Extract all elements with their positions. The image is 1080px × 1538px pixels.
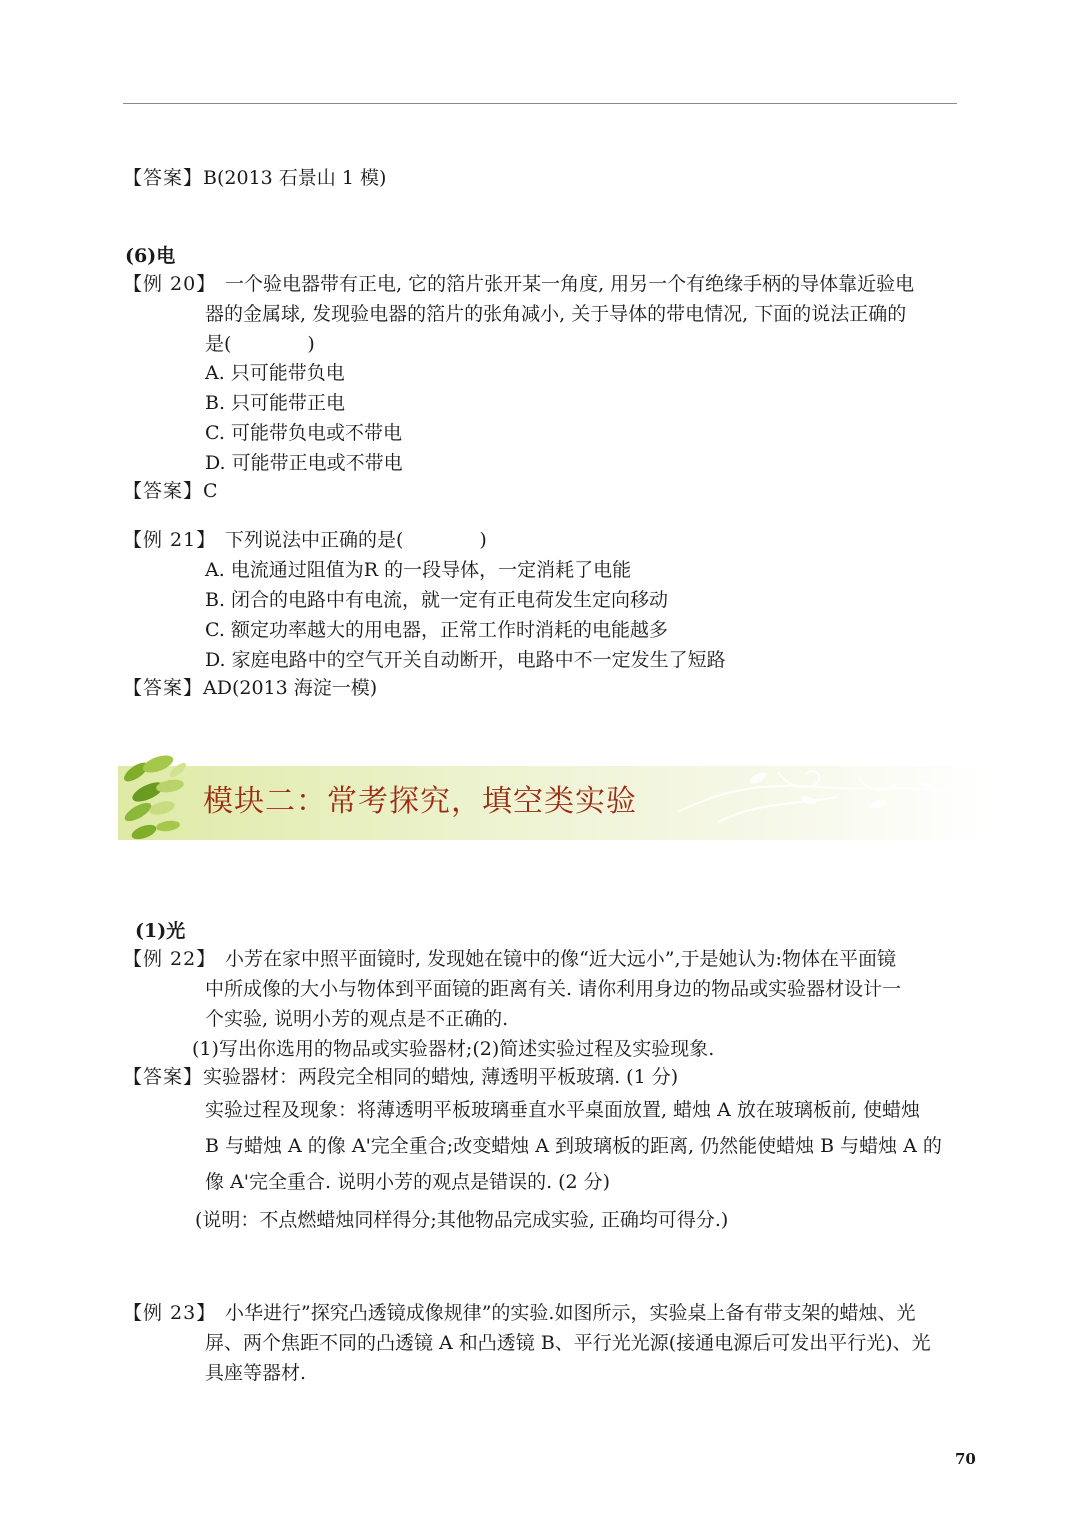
- answer-top: [123, 165, 386, 191]
- example-22-note: (说明：不点燃蜡烛同样得分;其他物品完成实验, 正确均可得分.): [195, 1209, 729, 1231]
- example-22-line-3: 个实验, 说明小芳的观点是不正确的.: [205, 1008, 509, 1030]
- header-rule: [123, 103, 957, 104]
- answer-text: B(2013 石景山 1 模): [203, 167, 387, 189]
- example-21-option-d: D. 家庭电路中的空气开关自动断开，电路中不一定发生了短路: [205, 649, 726, 671]
- example-21-question: 下列说法中正确的是( ): [225, 529, 487, 551]
- example-21-option-a: A. 电流通过阻值为R 的一段导体，一定消耗了电能: [205, 559, 632, 581]
- example-21-option-c: C. 额定功率越大的用电器，正常工作时消耗的电能越多: [205, 619, 668, 641]
- answer-tag: 【答案】: [123, 480, 204, 502]
- example-20-option-d: D. 可能带正电或不带电: [205, 452, 403, 474]
- answer-line-1: 实验器材：两段完全相同的蜡烛, 薄透明平板玻璃. (1 分): [203, 1066, 679, 1088]
- example-22-sub: (1)写出你选用的物品或实验器材;(2)简述实验过程及实验现象.: [192, 1038, 715, 1060]
- example-22-answer: [123, 1064, 678, 1090]
- answer-line-2: 实验过程及现象：将薄透明平板玻璃垂直水平桌面放置, 蜡烛 A 放在玻璃板前, 使蜡烛: [205, 1099, 920, 1121]
- section-heading-electric: (6)电: [125, 245, 176, 267]
- answer-tag: 【答案】: [123, 677, 204, 699]
- example-20-option-b: B. 只可能带正电: [205, 392, 346, 414]
- example-20-line-1: 一个验电器带有正电, 它的箔片张开某一角度, 用另一个有绝缘手柄的导体靠近验电: [225, 273, 915, 295]
- example-23-line-2: 屏、两个焦距不同的凸透镜 A 和凸透镜 B、平行光光源(接通电源后可发出平行光)、光: [205, 1332, 931, 1354]
- example-23-tag: 【例 23】: [123, 1302, 217, 1324]
- answer-text: AD(2013 海淀一模): [203, 677, 378, 699]
- example-22-line-2: 中所成像的大小与物体到平面镜的距离有关. 请你利用身边的物品或实验器材设计一: [205, 978, 902, 1000]
- example-22-line-1: 小芳在家中照平面镜时, 发现她在镜中的像“近大远小”,于是她认为:物体在平面镜: [225, 948, 896, 970]
- example-20-line-2: 器的金属球, 发现验电器的箔片的张角减小, 关于导体的带电情况, 下面的说法正确的: [205, 303, 907, 325]
- answer-tag: 【答案】: [123, 167, 204, 189]
- example-21-answer: [123, 675, 377, 701]
- module-title: 模块二：常考探究，填空类实验: [203, 784, 637, 819]
- example-20-answer: [123, 478, 218, 504]
- example-20-tag: 【例 20】: [123, 273, 217, 295]
- section-heading-light: (1)光: [135, 920, 186, 942]
- answer-line-4: 像 A'完全重合. 说明小芳的观点是错误的. (2 分): [205, 1171, 611, 1193]
- answer-text: C: [203, 480, 218, 502]
- example-20-option-c: C. 可能带负电或不带电: [205, 422, 402, 444]
- answer-line-3: B 与蜡烛 A 的像 A'完全重合;改变蜡烛 A 到玻璃板的距离, 仍然能使蜡烛 B 与蜡烛 A 的: [205, 1135, 942, 1157]
- example-21-option-b: B. 闭合的电路中有电流，就一定有正电荷发生定向移动: [205, 589, 669, 611]
- example-20-option-a: A. 只可能带负电: [205, 362, 345, 384]
- example-22-tag: 【例 22】: [123, 948, 217, 970]
- example-20-line-3: 是( ): [205, 333, 315, 355]
- example-23-line-1: 小华进行”探究凸透镜成像规律”的实验.如图所示，实验桌上备有带支架的蜡烛、光: [225, 1302, 916, 1324]
- example-23-line-3: 具座等器材.: [205, 1362, 307, 1384]
- page-number: 70: [955, 1450, 976, 1468]
- answer-tag: 【答案】: [123, 1066, 204, 1088]
- example-21-tag: 【例 21】: [123, 529, 217, 551]
